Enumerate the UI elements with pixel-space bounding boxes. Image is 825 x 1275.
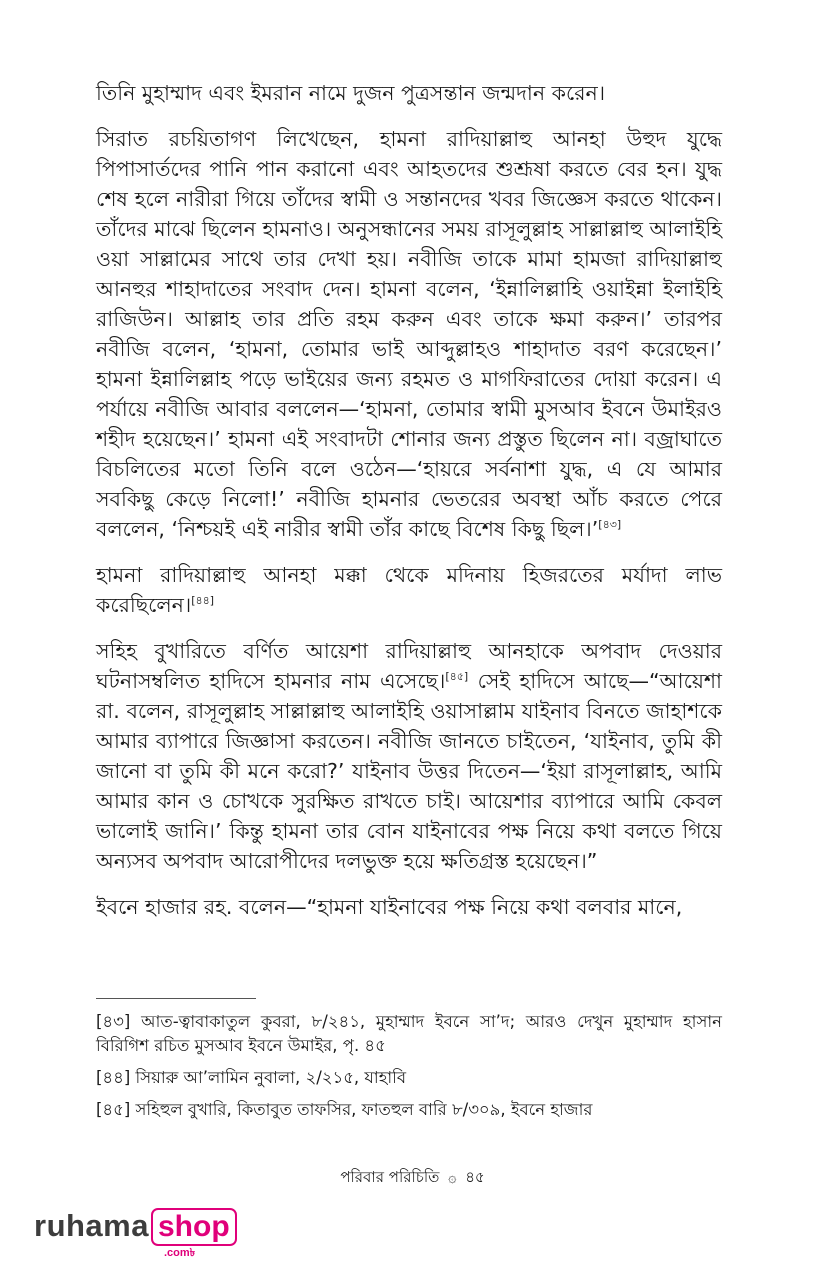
footnote-44: [৪৪] সিয়ারু আ’লামিন নুবালা, ২/২১৫, যাহাবি [96, 1068, 407, 1087]
footnote-43: [৪৩] আত-ত্বাবাকাতুল কুবরা, ৮/২৪১, মুহাম্মাদ ইবনে সা’দ; আরও দেখুন মুহাম্মাদ হাসান বিরিগিশ রচিত মুসআব ইবনে উমাইর, পৃ. ৪৫ [96, 1012, 722, 1055]
paragraph-5: ইবনে হাজার রহ. বলেন—“হামনা যাইনাবের পক্ষ নিয়ে কথা বলবার মানে, [96, 895, 683, 919]
footnote-divider [96, 998, 256, 999]
paragraph-1: তিনি মুহাম্মাদ এবং ইমরান নামে দুজন পুত্রসন্তান জন্মদান করেন। [96, 81, 606, 105]
page-footer [0, 1166, 825, 1191]
footnotes [96, 1010, 722, 1130]
ornament-icon: ۞ [448, 1170, 457, 1186]
logo-text-domain: .com৳ [164, 1247, 196, 1259]
footnote-ref-43[interactable]: [৪৩] [598, 518, 622, 532]
paragraph-3: হামনা রাদিয়াল্লাহু আনহা মক্কা থেকে মদিনায় হিজরতের মর্যাদা লাভ করেছিলেন।[৪৪] [96, 563, 722, 617]
paragraph-2: সিরাত রচয়িতাগণ লিখেছেন, হামনা রাদিয়াল্লাহু আনহা উহুদ যুদ্ধে পিপাসার্তদের পানি পান করানো এবং আহতদের শুশ্রূষা করতে বের হন। যুদ্ধ শেষ হলে নারীরা গিয়ে তাঁদের স্বামী ও সন্তানদের খবর জিজ্ঞেস করতে থাকেন। তাঁদের মাঝে ছিলেন হামনাও। অনুসন্ধানের সময় রাসূলুল্লাহ সাল্লাল্লাহু আলাইহি ওয়া সাল্লামের সাথে তার দেখা হয়। নবীজি তাকে মামা হামজা রাদিয়াল্লাহু আনহুর শাহাদাতের সংবাদ দেন। হামনা বলেন, ‘ইন্নালিল্লাহি ওয়াইন্না ইলাইহি রাজিউন। আল্লাহ তার প্রতি রহম করুন এবং তাকে ক্ষমা করুন।’ তারপর নবীজি বলেন, ‘হামনা, তোমার ভাই আব্দুল্লাহও শাহাদাত বরণ করেছেন।’ হামনা ইন্নালিল্লাহ পড়ে ভাইয়ের জন্য রহমত ও মাগফিরাতের দোয়া করেন। এ পর্যায়ে নবীজি আবার বললেন—‘হামনা, তোমার স্বামী মুসআব ইবনে উমাইরও শহীদ হয়েছেন।’ হামনা এই সংবাদটা শোনার জন্য প্রস্তুত ছিলেন না। বজ্রাঘাতে বিচলিতের মতো তিনি বলে ওঠেন—‘হায়রে সর্বনাশা যুদ্ধ, এ যে আমার সবকিছু কেড়ে নিলো!’ নবীজি হামনার ভেতরের অবস্থা আঁচ করতে পেরে বললেন, ‘নিশ্চয়ই এই নারীর স্বামী তাঁর কাছে বিশেষ কিছু ছিল।’[৪৩] [96, 127, 722, 541]
page-number: ৪৫ [465, 1168, 485, 1186]
footnote-ref-44[interactable]: [৪৪] [191, 594, 215, 608]
footnote-45: [৪৫] সহিহুল বুখারি, কিতাবুত তাফসির, ফাতহুল বারি ৮/৩০৯, ইবনে হাজার [96, 1100, 593, 1119]
footnote-ref-45[interactable]: [৪৫] [445, 670, 469, 684]
paragraph-4: সহিহ বুখারিতে বর্ণিত আয়েশা রাদিয়াল্লাহু আনহাকে অপবাদ দেওয়ার ঘটনাসম্বলিত হাদিসে হামনার নাম এসেছে।[৪৫] সেই হাদিসে আছে—“আয়েশা রা. বলেন, রাসূলুল্লাহ সাল্লাল্লাহু আলাইহি ওয়াসাল্লাম যাইনাব বিনতে জাহাশকে আমার ব্যাপারে জিজ্ঞাসা করতেন। নবীজি জানতে চাইতেন, ‘যাইনাব, তুমি কী জানো বা তুমি কী মনে করো?’ যাইনাব উত্তর দিতেন—‘ইয়া রাসূলাল্লাহ, আমি আমার কান ও চোখকে সুরক্ষিত রাখতে চাই। আয়েশার ব্যাপারে আমি কেবল ভালোই জানি।’ কিন্তু হামনা তার বোন যাইনাবের পক্ষ নিয়ে কথা বলতে গিয়ে অন্যসব অপবাদ আরোপীদের দলভুক্ত হয়ে ক্ষতিগ্রস্ত হয়েছেন।” [96, 639, 722, 873]
running-title: পরিবার পরিচিতি [340, 1168, 440, 1186]
logo-text-ruhama: ruhama [34, 1208, 149, 1243]
page-body [96, 78, 722, 938]
logo-text-shop: shop [151, 1208, 237, 1246]
ruhamashop-logo[interactable] [34, 1208, 237, 1259]
